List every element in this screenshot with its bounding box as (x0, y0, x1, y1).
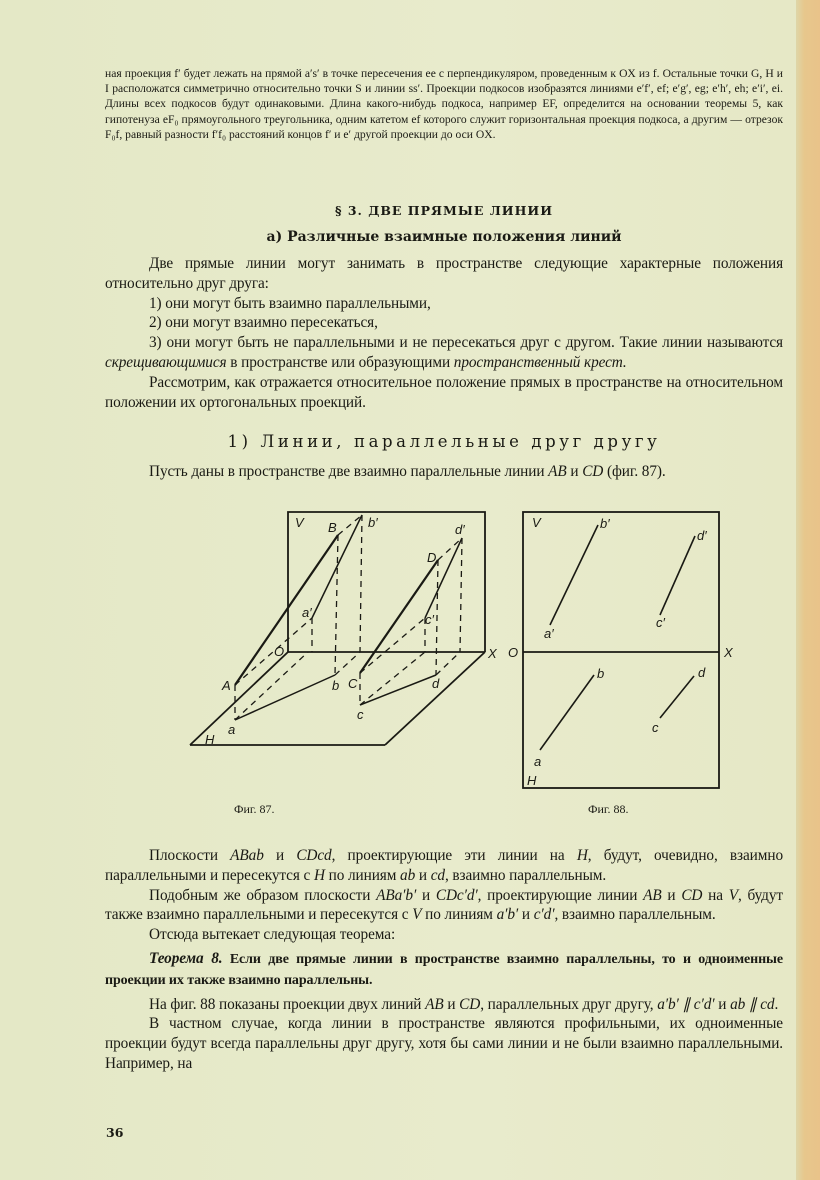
fig87-caption: Фиг. 87. (234, 802, 275, 816)
fig87-label-b: b (332, 678, 340, 693)
math: c′d′ (533, 906, 555, 924)
fig87-label-B: B (328, 520, 337, 535)
math: V (412, 906, 422, 924)
fig88-label-c: c (652, 720, 659, 735)
fig87-label-D: D (427, 550, 437, 565)
math: ab ∥ cd (730, 995, 775, 1013)
math: AB (425, 995, 444, 1013)
fig87-label-c: c (357, 707, 364, 722)
math: cd (430, 866, 445, 884)
skew-term-2: пространственный крест. (453, 353, 627, 371)
subheading-block (105, 229, 783, 245)
math: CDcd (296, 847, 332, 864)
fig88-label-H: H (527, 773, 537, 788)
fig87-label-H: H (205, 732, 215, 747)
text: , будут, очевидно, взаимно параллельными и пересекутся с (105, 847, 783, 884)
figure-87 (180, 500, 500, 760)
text: и (661, 886, 682, 904)
paragraph-planes-h (105, 846, 783, 886)
theorem-title: Теорема 8. (149, 949, 223, 967)
math: a′b′ (496, 906, 519, 924)
text: , взаимно параллельным. (444, 866, 607, 884)
fig87-label-d1: d′ (455, 522, 465, 537)
text: на (702, 886, 729, 904)
fig87-label-A: A (222, 678, 231, 693)
paragraph-profile: В частном случае, когда линии в пространстве являются профильными, их одноименные проекции будут всегда параллельны друг другу, хотя бы сами линии и не были взаимно параллельными. Например, на (105, 1015, 783, 1072)
fig87-label-C: C (348, 676, 358, 691)
list-item-2: 2) они могут взаимно пересекаться, (149, 314, 378, 332)
math: ABa′b′ (376, 886, 417, 904)
top-paragraph-block (105, 66, 783, 142)
fig87-label-X: X (488, 646, 497, 661)
text: и (263, 847, 297, 864)
math: a′b′ ∥ c′d′ (657, 995, 715, 1013)
skew-pre: Такие линии называются (619, 334, 783, 352)
text: Подобным же образом плоскости (149, 886, 377, 904)
text: На фиг. 88 показаны проекции двух линий (149, 995, 426, 1013)
math: V (728, 886, 738, 904)
fig88-label-b1: b′ (600, 516, 610, 531)
text: , проектирующие эти линии на (331, 847, 577, 864)
paragraph-fig88 (105, 995, 783, 1015)
positions-block (105, 254, 783, 412)
text: , взаимно параллельным. (554, 906, 716, 924)
body-block (105, 846, 783, 1074)
fig88-label-a1: a′ (544, 626, 554, 641)
subsection-intro-block (105, 462, 783, 482)
theorem-text: Если две прямые линии в пространстве взаимно параллельны, то и одноименные проекции их также взаимно параллельны. (105, 951, 783, 988)
fig87-label-b1: b′ (368, 515, 378, 530)
math: AB (643, 886, 662, 904)
fig88-label-X: X (724, 645, 733, 660)
theorem-8 (105, 949, 783, 991)
intro-post: (фиг. 87). (603, 463, 666, 480)
intro-ab: AB (548, 463, 567, 480)
math: H (576, 847, 588, 864)
text: . (774, 995, 779, 1013)
math: ABab (230, 847, 264, 864)
fig88-label-b: b (597, 666, 605, 681)
text: по линиям (324, 866, 401, 884)
math: H (313, 866, 325, 884)
top-paragraph: ная проекция f′ будет лежать на прямой a′s′ в точке пересечения ее с перпендикуляром, проведенным к OX из f. Остальные точки G, H и I расположатся симметрично относительно точки S и линии ss′. Проекции подкосов изобразятся линиями e′f′, ef; e′g′, eg; e′h′, eh; e′i′, ei. Длины всех подкосов будут одинаковыми. Длина какого-нибудь подкоса, например EF, определится на основании теоремы 5, как гипотенуза eF₀ прямоугольного треугольника, одним катетом ef которого служит горизонтальная проекция подкоса, а другим — отрезок F₀f, равный разности f′f₀ расстояний концов f′ и e′ другой проекции до оси OX. (105, 67, 783, 141)
text: и (415, 866, 431, 884)
list-item-1: 1) они могут быть взаимно параллельными, (149, 294, 431, 312)
fig87-label-a: a (228, 722, 236, 737)
text: Плоскости (149, 847, 231, 864)
paragraph-hence: Отсюда вытекает следующая теорема: (149, 926, 396, 944)
subsection-intro (105, 462, 783, 482)
text: , параллельных друг другу, (480, 995, 658, 1013)
math: CD (459, 995, 481, 1013)
fig88-label-V: V (532, 515, 541, 530)
text: , будут также взаимно параллельными и пересекутся с (105, 886, 783, 924)
skew-mid: в пространстве или образующими (226, 353, 454, 371)
fig87-label-O: O (274, 644, 285, 659)
book-page-edge (796, 0, 820, 1180)
fig87-label-a1: a′ (302, 605, 312, 620)
text: , проектирующие линии (477, 886, 644, 904)
skew-term: скрещивающимися (105, 353, 227, 371)
intro-cd: CD (582, 463, 604, 480)
paragraph-planes-v (105, 886, 783, 926)
list-item-3 (105, 333, 783, 373)
section-subheading: а) Различные взаимные положения линий (266, 229, 622, 245)
consider-paragraph: Рассмотрим, как отражается относительное положение прямых в пространстве на относительном положении их ортогональных проекций. (105, 373, 783, 411)
fig88-caption: Фиг. 88. (588, 802, 629, 816)
fig88-label-d: d (698, 665, 706, 680)
math: CDc′d′ (435, 886, 478, 904)
fig88-label-a: a (534, 754, 542, 769)
text: и (714, 995, 731, 1013)
subsection-heading: 1) Линии, параллельные друг другу (227, 432, 661, 451)
section-heading-block (105, 203, 783, 218)
text: и (443, 995, 460, 1013)
math: CD (681, 886, 703, 904)
list-item-3-text: 3) они могут быть не параллельными и не пересекаться друг с другом. (149, 334, 615, 352)
text: по линиям (421, 906, 497, 924)
figure-88 (500, 500, 760, 800)
math: ab (400, 866, 416, 884)
fig87-label-d: d (432, 676, 440, 691)
section-heading: § 3. ДВЕ ПРЯМЫЕ ЛИНИИ (334, 203, 554, 218)
fig88-label-O: O (508, 645, 519, 660)
text: и (416, 886, 436, 904)
intro-pre: Пусть даны в пространстве две взаимно параллельные линии (149, 463, 549, 480)
page-number: 36 (106, 1125, 124, 1140)
intro-mid: и (566, 463, 583, 480)
text: и (518, 906, 534, 924)
fig88-label-c1: c′ (656, 615, 665, 630)
subsection-heading-block (105, 432, 783, 451)
fig87-label-c1: c′ (425, 612, 434, 627)
fig87-label-V: V (295, 515, 304, 530)
positions-intro: Две прямые линии могут занимать в пространстве следующие характерные положения относительно друг друга: (105, 255, 783, 292)
fig88-label-d1: d′ (697, 528, 707, 543)
